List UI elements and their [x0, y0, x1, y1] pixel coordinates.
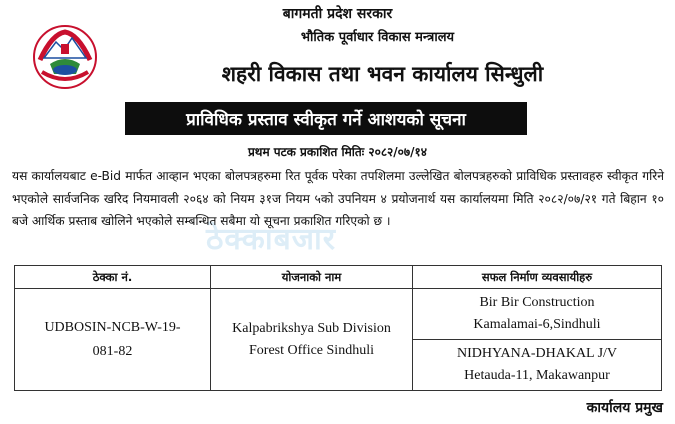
contractor-address: Hetauda-11, Makawanpur	[464, 368, 610, 383]
col-header-contractors: सफल निर्माण व्यवसायीहरु	[413, 266, 662, 289]
office-title: शहरी विकास तथा भवन कार्यालय सिन्धुली	[221, 62, 544, 86]
contractor-address: Kamalamai-6,Sindhuli	[473, 317, 601, 332]
header-line-2: भौतिक पूर्वाधार विकास मन्त्रालय	[300, 30, 455, 45]
contractor-name: Bir Bir Construction	[479, 295, 595, 310]
contract-table	[14, 265, 662, 391]
notice-body: यस कार्यालयबाट e-Bid मार्फत आव्हान भएका बोलपत्रहरुमा रित पूर्वक परेका तपशिलमा उल्लेखित बोलपत्रहरुको प्राविधिक प्रस्तावहरु स्वीकृत गरिने भएकोले सार्वजनिक खरिद नियमावली २०६४ को नियम ३१ज नियम ५को उपनियम ४ प्रयोजनार्थ यस कार्यालयमा मिति २०८२/०७/२१ गते बिहान १० बजे आर्थिक प्रस्ताब खोलिने भएकोले सम्बन्धित सबैमा यो सूचना प्रकाशित गरिएको छ ।	[12, 169, 664, 228]
publish-date: प्रथम पटक प्रकाशित मितिः २०८२/०७/१४	[247, 145, 428, 159]
header-line-1: बागमती प्रदेश सरकार	[282, 6, 393, 22]
contract-number: UDBOSIN-NCB-W-19-081-82	[15, 289, 211, 391]
notice-banner: प्राविधिक प्रस्ताव स्वीकृत गर्ने आशयको सूचना	[125, 102, 527, 135]
watermark: ठेक्काबजार	[206, 222, 337, 257]
contractor-name: NIDHYANA-DHAKAL J/V	[456, 346, 618, 361]
table-header-row	[15, 266, 662, 289]
col-header-project: योजनाको नाम	[211, 266, 413, 289]
table-row	[15, 289, 662, 340]
contractor-cell	[413, 289, 662, 340]
project-name: Kalpabrikshya Sub Division Forest Office Sindhuli	[211, 289, 413, 391]
col-header-contract: ठेक्का नं.	[15, 266, 211, 289]
contractor-cell	[413, 340, 662, 391]
signature-title: कार्यालय प्रमुख	[586, 400, 663, 416]
